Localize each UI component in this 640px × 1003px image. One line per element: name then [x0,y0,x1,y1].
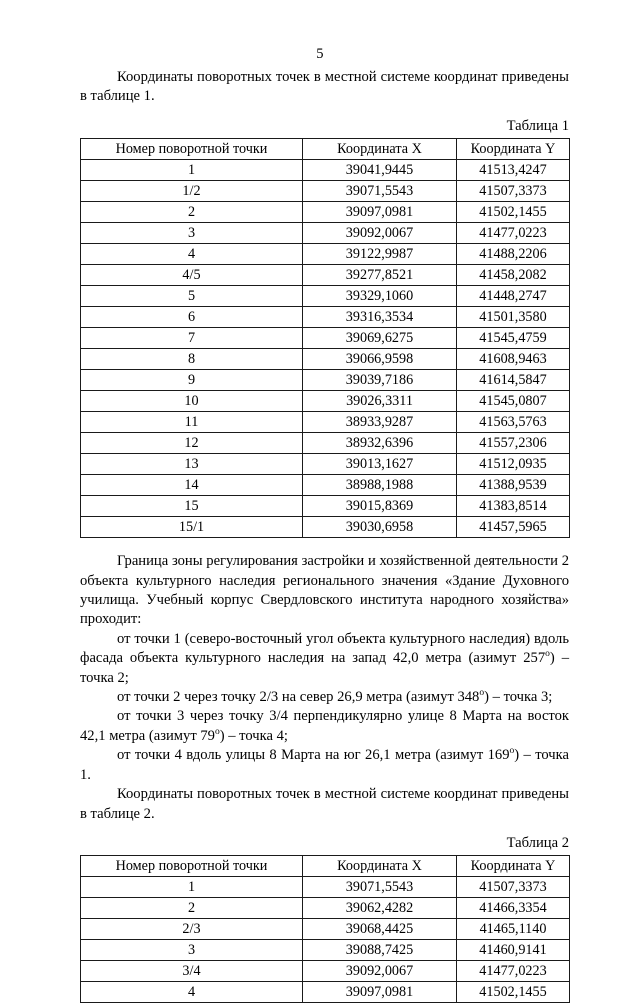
segment-4-text-before: от точки 4 вдоль улицы 8 Марта на юг 26,1 метра (азимут 169 [117,747,510,764]
cell-coordinate-x: 39329,1060 [303,286,457,307]
cell-coordinate-y: 41507,3373 [457,877,570,898]
cell-coordinate-x: 39026,3311 [303,391,457,412]
table-row [81,517,570,538]
cell-coordinate-y: 41448,2747 [457,286,570,307]
table-row [81,391,570,412]
cell-point-number: 4/5 [81,265,303,286]
table-row [81,877,570,898]
cell-coordinate-y: 41465,1140 [457,919,570,940]
spacer [80,824,569,833]
cell-coordinate-x: 39122,9987 [303,244,457,265]
cell-coordinate-x: 39092,0067 [303,961,457,982]
cell-point-number: 9 [81,370,303,391]
cell-point-number: 6 [81,307,303,328]
cell-coordinate-x: 38988,1988 [303,475,457,496]
coordinates-table-1 [80,138,570,538]
column-header-point-number: Номер поворотной точки [81,856,303,877]
cell-point-number: 10 [81,391,303,412]
degree-symbol: о [545,649,550,660]
cell-coordinate-y: 41502,1455 [457,982,570,1003]
cell-coordinate-y: 41502,1455 [457,202,570,223]
cell-coordinate-y: 41614,5847 [457,370,570,391]
table-row [81,454,570,475]
cell-point-number: 11 [81,412,303,433]
cell-coordinate-x: 39068,4425 [303,919,457,940]
cell-coordinate-y: 41388,9539 [457,475,570,496]
cell-point-number: 1 [81,160,303,181]
intro-paragraph-2: Координаты поворотных точек в местной системе координат приведены в таблице 2. [80,786,569,822]
column-header-point-number: Номер поворотной точки [81,139,303,160]
cell-coordinate-x: 39097,0981 [303,982,457,1003]
column-header-coordinate-x: Координата X [303,139,457,160]
cell-point-number: 4 [81,244,303,265]
cell-coordinate-x: 39071,5543 [303,181,457,202]
spacer [80,538,569,552]
cell-coordinate-x: 38932,6396 [303,433,457,454]
cell-coordinate-y: 41545,0807 [457,391,570,412]
table-row [81,328,570,349]
table-row [81,370,570,391]
cell-point-number: 3/4 [81,961,303,982]
table-row [81,244,570,265]
cell-coordinate-x: 39066,9598 [303,349,457,370]
cell-coordinate-y: 41458,2082 [457,265,570,286]
table-row [81,181,570,202]
table-row [81,286,570,307]
table-row [81,160,570,181]
table-row [81,982,570,1003]
cell-coordinate-y: 41477,0223 [457,961,570,982]
cell-point-number: 7 [81,328,303,349]
degree-symbol: о [479,688,485,699]
cell-coordinate-y: 41383,8514 [457,496,570,517]
table-row [81,940,570,961]
column-header-coordinate-x: Координата X [303,856,457,877]
segment-3-text-after: ) – точка 4; [219,727,288,744]
segment-paragraph-2 [80,688,569,707]
table-row [81,898,570,919]
cell-point-number: 1/2 [81,181,303,202]
cell-coordinate-y: 41460,9141 [457,940,570,961]
table-row [81,265,570,286]
column-header-coordinate-y: Координата Y [457,856,570,877]
coordinates-table-2 [80,855,570,1003]
page-number: 5 [316,46,324,62]
table1-caption: Таблица 1 [506,117,569,134]
segment-2-text-after: ) – точка 3; [484,689,553,706]
degree-symbol: о [509,746,515,757]
cell-point-number: 3 [81,223,303,244]
table-row [81,475,570,496]
cell-coordinate-y: 41563,5763 [457,412,570,433]
cell-coordinate-y: 41488,2206 [457,244,570,265]
cell-coordinate-x: 39039,7186 [303,370,457,391]
cell-coordinate-y: 41557,2306 [457,433,570,454]
cell-point-number: 2 [81,898,303,919]
cell-coordinate-x: 39071,5543 [303,877,457,898]
table-header-row [81,139,570,160]
cell-coordinate-y: 41507,3373 [457,181,570,202]
cell-coordinate-x: 38933,9287 [303,412,457,433]
cell-coordinate-x: 39030,6958 [303,517,457,538]
segment-2-text-before: от точки 2 через точку 2/3 на север 26,9 метра (азимут 348 [117,689,480,706]
cell-coordinate-x: 39277,8521 [303,265,457,286]
degree-symbol: о [214,727,220,738]
cell-coordinate-y: 41457,5965 [457,517,570,538]
cell-coordinate-x: 39041,9445 [303,160,457,181]
cell-coordinate-y: 41477,0223 [457,223,570,244]
cell-point-number: 5 [81,286,303,307]
cell-coordinate-x: 39088,7425 [303,940,457,961]
cell-coordinate-y: 41545,4759 [457,328,570,349]
table-row [81,433,570,454]
segment-paragraph-1 [80,630,569,688]
cell-coordinate-y: 41608,9463 [457,349,570,370]
table-row [81,349,570,370]
cell-coordinate-y: 41466,3354 [457,898,570,919]
column-header-coordinate-y: Координата Y [457,139,570,160]
cell-coordinate-x: 39013,1627 [303,454,457,475]
segment-paragraph-3 [80,707,569,746]
intro-paragraph: Координаты поворотных точек в местной системе координат приведены в таблице 1. [80,69,569,105]
cell-point-number: 12 [81,433,303,454]
segment-paragraph-4 [80,746,569,785]
segment-3-text-before: от точки 3 через точку 3/4 перпендикулярно улице 8 Марта на восток 42,1 метра (азимут 79 [80,708,569,744]
boundary-description-paragraph: Граница зоны регулирования застройки и хозяйственной деятельности 2 объекта культурного наследия регионального значения «Здание Духовного училища. Учебный корпус Свердловского института народного хозяйства» проходит: [80,553,569,628]
table-row [81,919,570,940]
cell-point-number: 15 [81,496,303,517]
table-row [81,223,570,244]
table-row [81,307,570,328]
cell-coordinate-x: 39062,4282 [303,898,457,919]
segment-1-text-after: ) – точка 2; [80,650,569,686]
cell-point-number: 4 [81,982,303,1003]
cell-point-number: 14 [81,475,303,496]
table1-body [81,160,570,538]
cell-coordinate-y: 41513,4247 [457,160,570,181]
table-row [81,202,570,223]
cell-coordinate-y: 41501,3580 [457,307,570,328]
table2-caption: Таблица 2 [506,834,569,851]
cell-point-number: 2 [81,202,303,223]
table-row [81,496,570,517]
segment-1-text-before: от точки 1 (северо-восточный угол объекта культурного наследия) вдоль фасада объекта культурного наследия на запад 42,0 метра (азимут 257 [80,630,569,667]
cell-coordinate-x: 39015,8369 [303,496,457,517]
cell-coordinate-y: 41512,0935 [457,454,570,475]
table-row [81,412,570,433]
cell-point-number: 13 [81,454,303,475]
cell-point-number: 3 [81,940,303,961]
cell-point-number: 1 [81,877,303,898]
table-header-row [81,856,570,877]
cell-point-number: 15/1 [81,517,303,538]
cell-coordinate-x: 39097,0981 [303,202,457,223]
cell-coordinate-x: 39092,0067 [303,223,457,244]
segment-4-text-after: ) – точка 1. [80,747,569,783]
spacer [80,107,569,116]
table2-body [81,877,570,1003]
cell-point-number: 8 [81,349,303,370]
cell-point-number: 2/3 [81,919,303,940]
page-body [80,68,569,1003]
cell-coordinate-x: 39069,6275 [303,328,457,349]
cell-coordinate-x: 39316,3534 [303,307,457,328]
table-row [81,961,570,982]
